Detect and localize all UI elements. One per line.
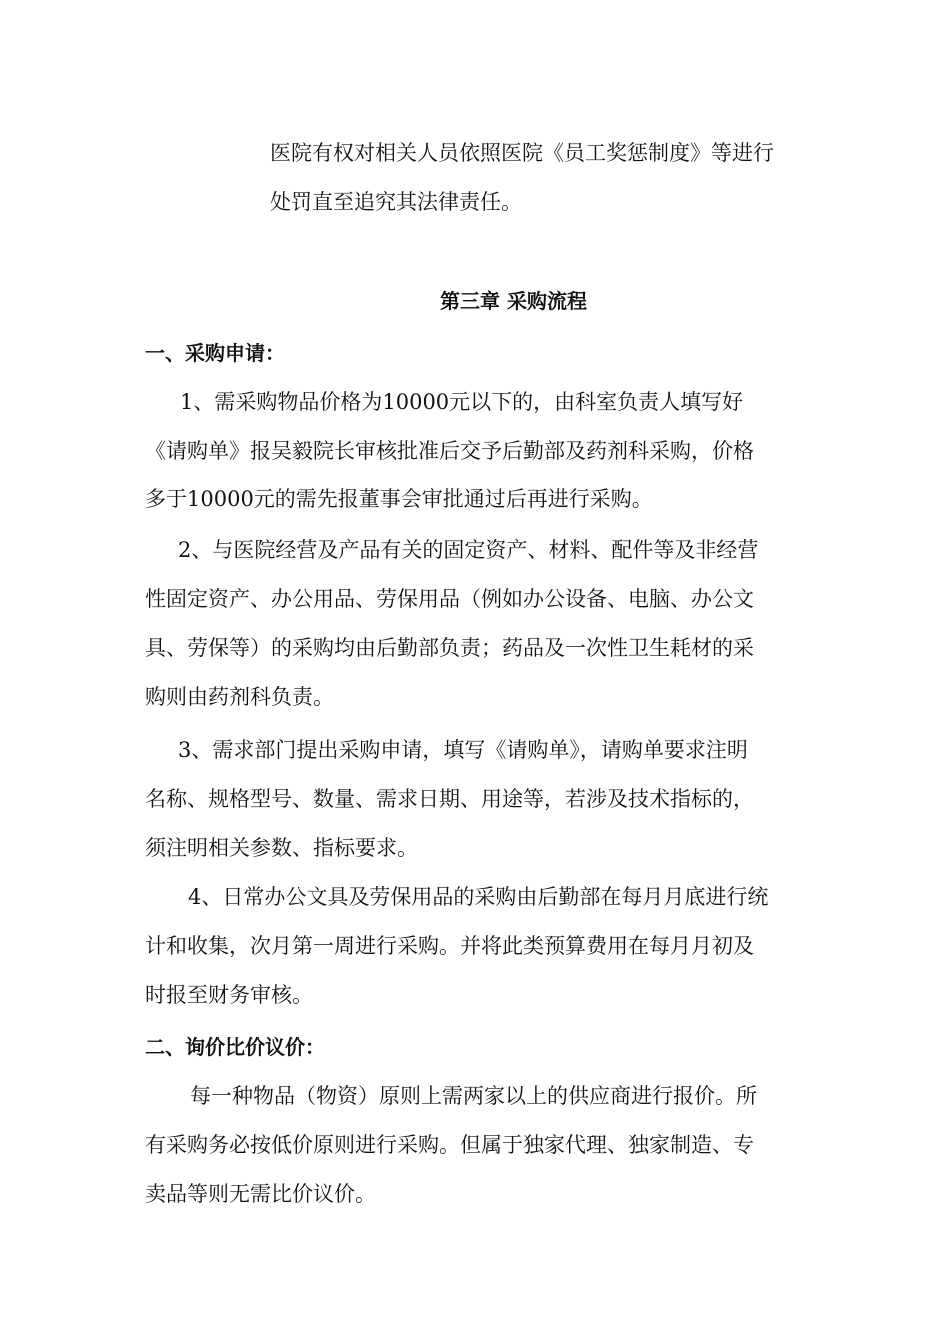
paragraph-line: 时报至财务审核。 [145,983,313,1007]
intro-line: 医院有权对相关人员依照医院《员工奖惩制度》等进行 [270,141,774,165]
paragraph-line: 卖品等则无需比价议价。 [145,1182,376,1206]
paragraph-line: 计和收集，次月第一周进行采购。并将此类预算费用在每月月初及 [145,934,754,958]
paragraph-line: 每一种物品（物资）原则上需两家以上的供应商进行报价。所 [190,1084,757,1108]
paragraph-line: 2、与医院经营及产品有关的固定资产、材料、配件等及非经营 [178,538,759,562]
paragraph-line: 多于10000元的需先报董事会审批通过后再进行采购。 [145,487,653,511]
paragraph-line: 有采购务必按低价原则进行采购。但属于独家代理、独家制造、专 [145,1133,754,1157]
paragraph-line: 具、劳保等）的采购均由后勤部负责；药品及一次性卫生耗材的采 [145,636,754,660]
section-heading: 一、采购申请： [145,341,285,365]
paragraph-line: 性固定资产、办公用品、劳保用品（例如办公设备、电脑、办公文 [145,587,754,611]
paragraph-line: 须注明相关参数、指标要求。 [145,836,418,860]
paragraph-line: 4、日常办公文具及劳保用品的采购由后勤部在每月月底进行统 [188,885,769,909]
paragraph-line: 购则由药剂科负责。 [145,685,334,709]
chapter-title: 第三章 采购流程 [440,289,587,313]
paragraph-line: 《请购单》报吴毅院长审核批准后交予后勤部及药剂科采购，价格 [145,439,754,463]
section-heading: 二、询价比价议价： [145,1035,325,1059]
paragraph-line: 1、需采购物品价格为10000元以下的，由科室负责人填写好 [180,390,744,414]
paragraph-line: 名称、规格型号、数量、需求日期、用途等，若涉及技术指标的， [145,787,754,811]
intro-line: 处罚直至追究其法律责任。 [270,190,522,214]
paragraph-line: 3、需求部门提出采购申请，填写《请购单》，请购单要求注明 [178,738,748,762]
